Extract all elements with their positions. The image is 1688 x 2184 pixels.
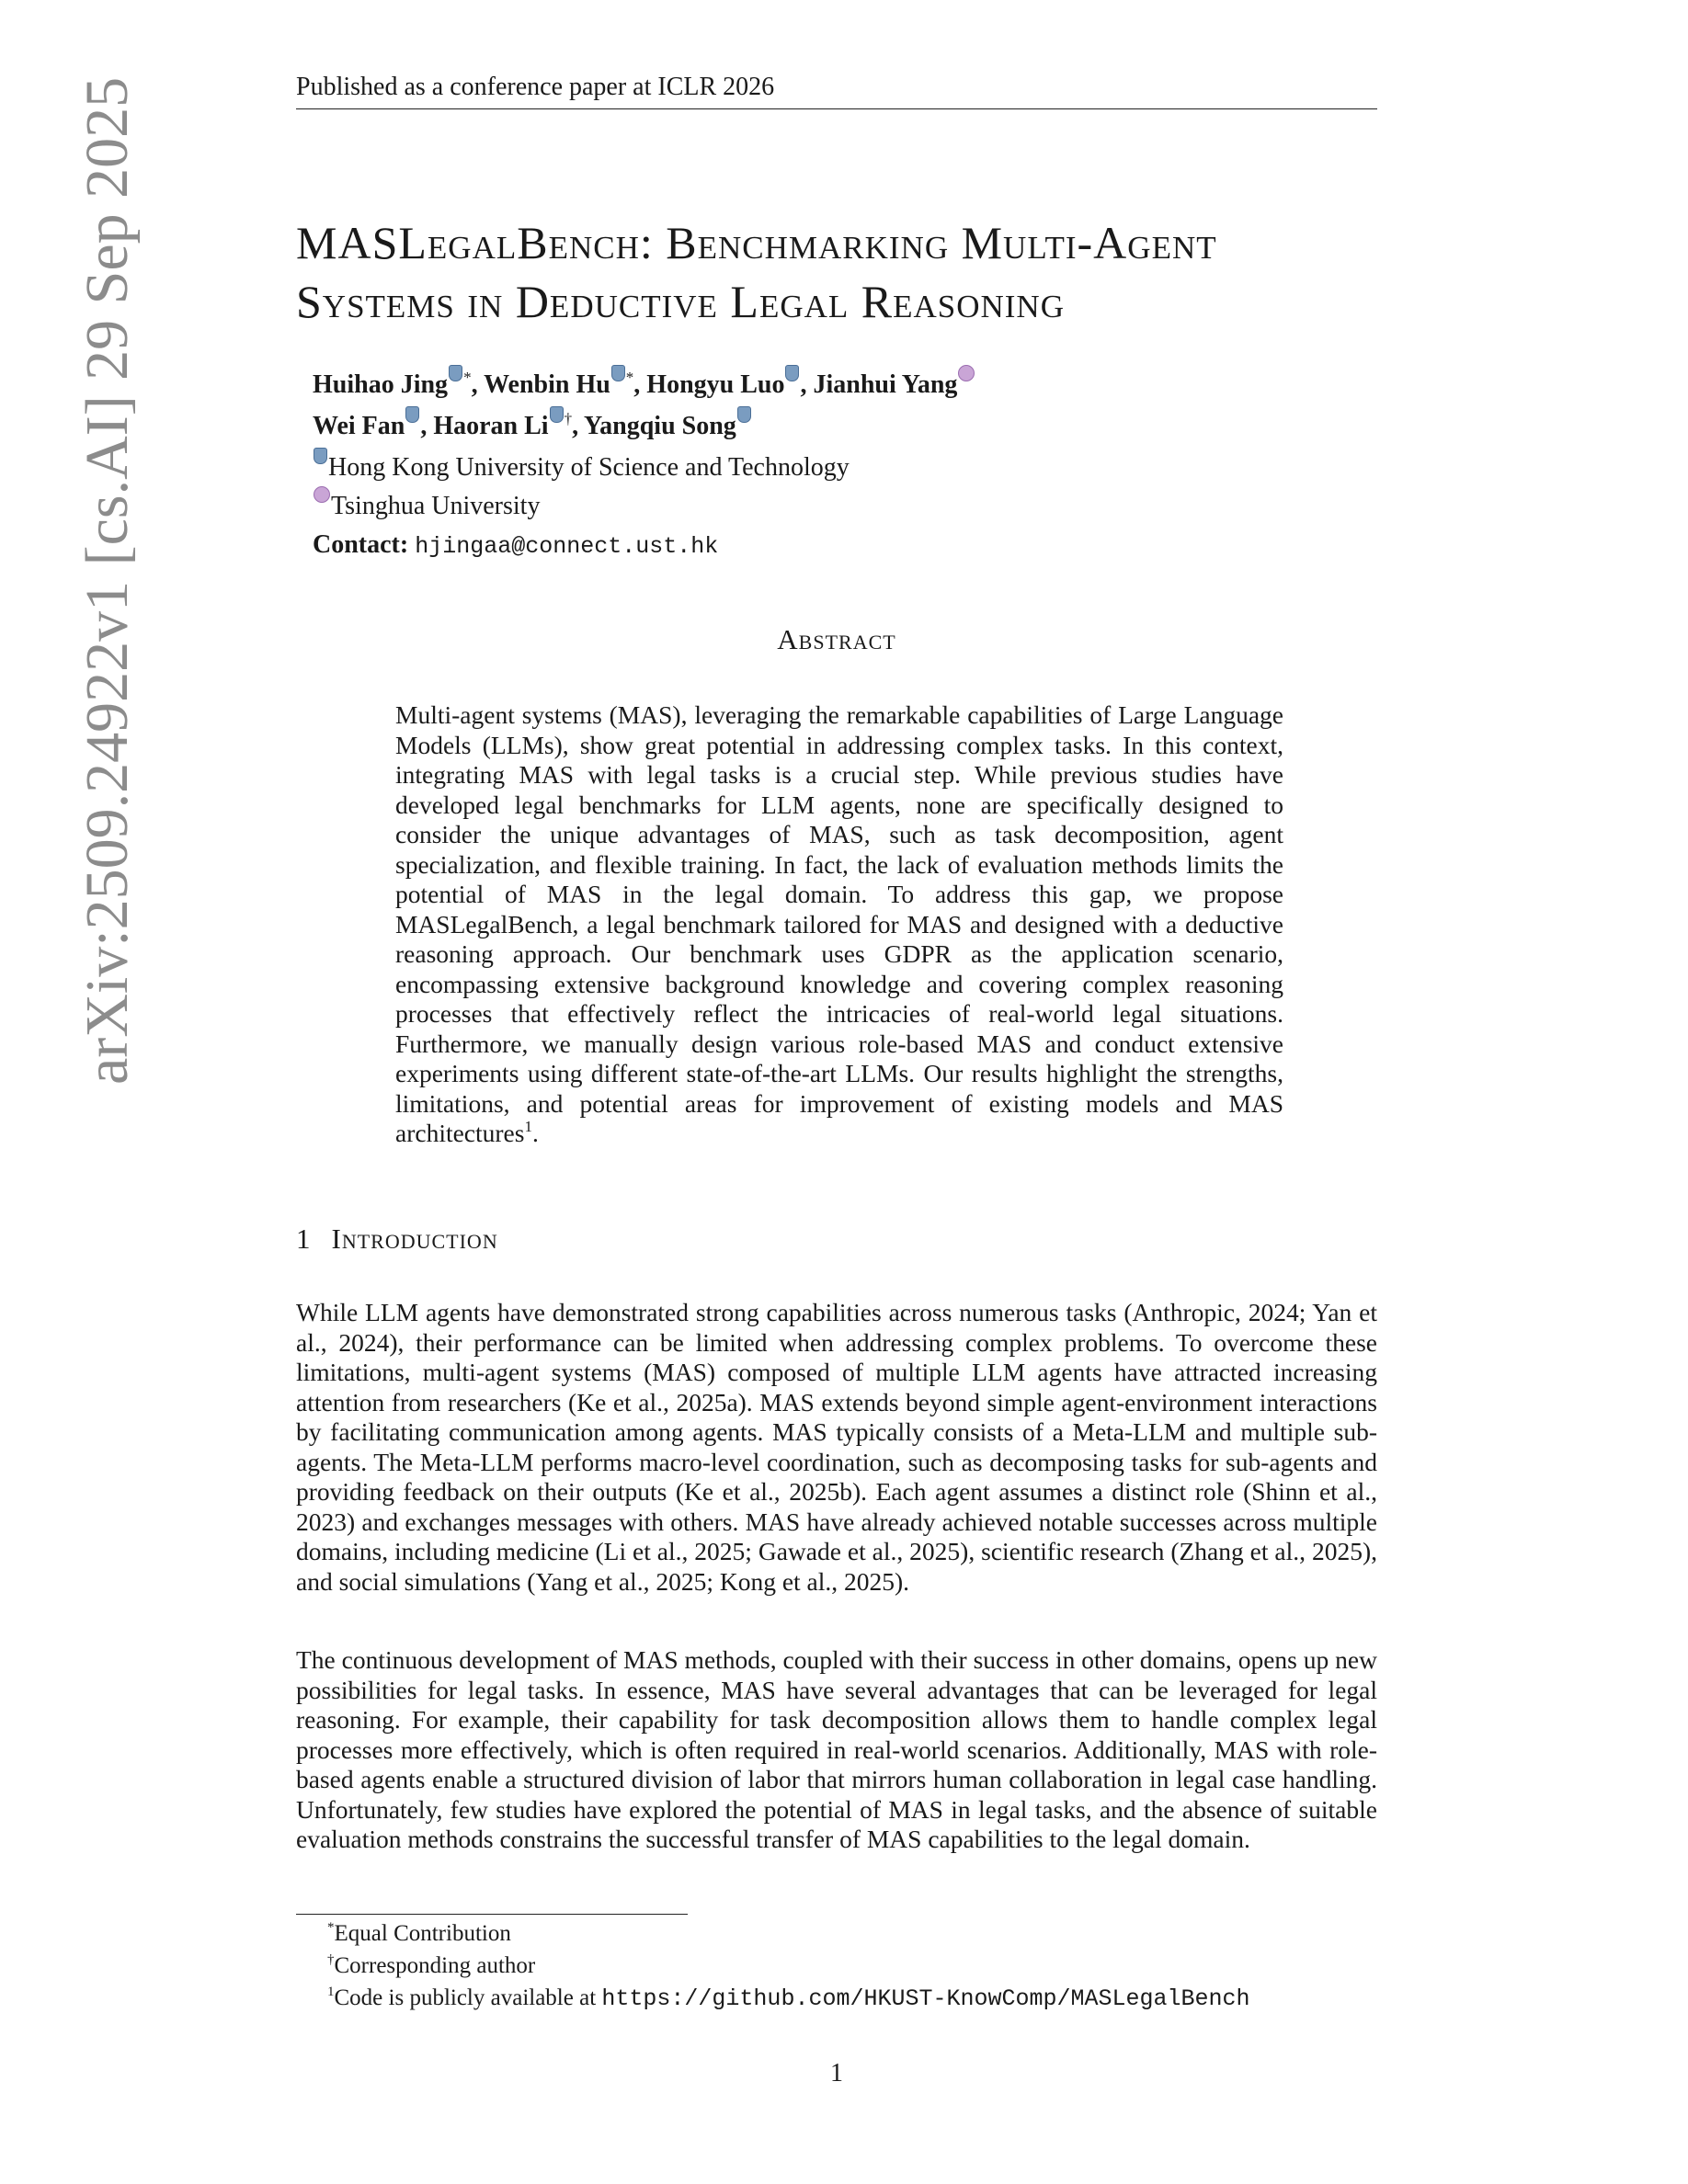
code-link[interactable]: https://github.com/HKUST-KnowComp/MASLegalBench [601, 1985, 1250, 2012]
author-separator: , [420, 412, 434, 440]
section-title: Introduction [331, 1223, 498, 1255]
hkust-emblem-icon [785, 365, 799, 381]
footnote-equal-contribution [327, 1919, 1375, 1951]
contact-email[interactable]: hjingaa@connect.ust.hk [415, 533, 719, 560]
footnote-mark: * [327, 1920, 335, 1935]
footnote-ref[interactable]: 1 [524, 1118, 532, 1135]
footnote-text: Equal Contribution [334, 1921, 511, 1946]
tsinghua-emblem-icon [314, 486, 330, 503]
author-line-2 [313, 407, 1361, 449]
author-name: Wenbin Hu [484, 370, 610, 399]
footnotes [327, 1919, 1375, 2016]
author-mark: * [625, 369, 634, 386]
intro-paragraph-2: The continuous development of MAS methods, coupled with their success in other domains, opens up new possibilities for legal tasks. In essence, MAS have several advantages that can be leveraged for legal reasoning. For example, their capability for task decomposition allows them to handle complex legal processes more effectively, which is often required in real-world scenarios. Additionally, MAS with role-based agents enable a structured division of labor that mirrors human collaboration in legal case handling. Unfortunately, few studies have explored the potential of MAS in legal tasks, and the absence of suitable evaluation methods constrains the successful transfer of MAS capabilities to the legal domain. [296, 1645, 1377, 1853]
paper-title [296, 213, 1399, 331]
section-heading [296, 1223, 498, 1256]
contact-label: Contact: [313, 530, 409, 559]
abstract-heading: Abstract [777, 623, 896, 655]
page-number: 1 [830, 2059, 843, 2087]
footnote-text: Code is publicly available at [334, 1985, 602, 2010]
intro-paragraph-1: While LLM agents have demonstrated strong capabilities across numerous tasks (Anthropic, 2024; Yan et al., 2024), their performance can be limited when addressing complex problems. To overcome these limitations, multi-agent systems (MAS) composed of multiple LLM agents have attracted increasing attention from researchers (Ke et al., 2025a). MAS extends beyond simple agent-environment interactions by facilitating communication among agents. MAS typically consists of a Meta-LLM and multiple sub-agents. The Meta-LLM performs macro-level coordination, such as decomposing tasks for sub-agents and providing feedback on their outputs (Ke et al., 2025b). Each agent assumes a distinct role (Shinn et al., 2023) and exchanges messages with others. MAS have already achieved notable successes across multiple domains, including medicine (Li et al., 2025; Gawade et al., 2025), scientific research (Zhang et al., 2025), and social simulations (Yang et al., 2025; Kong et al., 2025). [296, 1298, 1377, 1596]
author-name: Jianhui Yang [813, 370, 958, 399]
hkust-emblem-icon [314, 448, 327, 464]
author-block [313, 366, 1361, 566]
hkust-emblem-icon [405, 406, 419, 423]
abstract-text: Multi-agent systems (MAS), leveraging the remarkable capabilities of Large Language Models (LLMs), show great potential in addressing complex tasks. In this context, integrating MAS with legal tasks is a crucial step. While previous studies have developed legal benchmarks for LLM agents, none are specifically designed to consider the unique advantages of MAS, such as task decomposition, agent specialization, and flexible training. In fact, the lack of evaluation methods limits the potential of MAS in the legal domain. To address this gap, we propose MASLegalBench, a legal benchmark tailored for MAS and designed with a deductive reasoning approach. Our benchmark uses GDPR as the application scenario, encompassing extensive background knowledge and covering complex reasoning processes that effectively reflect the intricacies of real-world legal situations. Furthermore, we manually design various role-based MAS and conduct extensive experiments using different state-of-the-art LLMs. Our results highlight the strengths, limitations, and potential areas for improvement of existing models and MAS architectures [395, 700, 1283, 1147]
author-name: Yangqiu Song [584, 412, 736, 440]
author-name: Haoran Li [433, 412, 549, 440]
author-name: Huihao Jing [313, 370, 449, 399]
affiliation-tsinghua [313, 487, 1361, 526]
footnote-corresponding [327, 1951, 1375, 1984]
hkust-emblem-icon [737, 406, 751, 423]
footnote-mark: † [327, 1952, 335, 1967]
tsinghua-emblem-icon [958, 365, 975, 381]
author-mark: † [564, 410, 573, 427]
title-line-2: Systems in Deductive Legal Reasoning [296, 276, 1065, 327]
author-name: Hongyu Luo [646, 370, 785, 399]
author-separator: , [572, 412, 585, 440]
affiliation-name: Hong Kong University of Science and Technology [328, 453, 850, 482]
author-name: Wei Fan [313, 412, 405, 440]
abstract-body [395, 700, 1283, 1153]
affiliation-hkust [313, 449, 1361, 487]
footnote-divider [296, 1914, 688, 1915]
contact-line [313, 526, 1361, 566]
hkust-emblem-icon [611, 365, 625, 381]
author-mark: * [463, 369, 472, 386]
author-line-1 [313, 366, 1361, 407]
footnote-text: Corresponding author [334, 1953, 536, 1978]
abstract-end: . [531, 1119, 539, 1147]
footnote-code [327, 1984, 1375, 2016]
footnote-mark: 1 [327, 1985, 335, 1999]
affiliation-name: Tsinghua University [331, 492, 541, 520]
running-header: Published as a conference paper at ICLR 2026 [296, 72, 1377, 109]
author-separator: , [800, 370, 814, 399]
hkust-emblem-icon [550, 406, 564, 423]
hkust-emblem-icon [449, 365, 462, 381]
author-separator: , [633, 370, 647, 399]
section-number: 1 [296, 1223, 312, 1255]
title-line-1: MASLegalBench: Benchmarking Multi-Agent [296, 217, 1217, 268]
author-separator: , [471, 370, 485, 399]
arxiv-identifier: arXiv:2509.24922v1 [cs.AI] 29 Sep 2025 [74, 76, 141, 1085]
